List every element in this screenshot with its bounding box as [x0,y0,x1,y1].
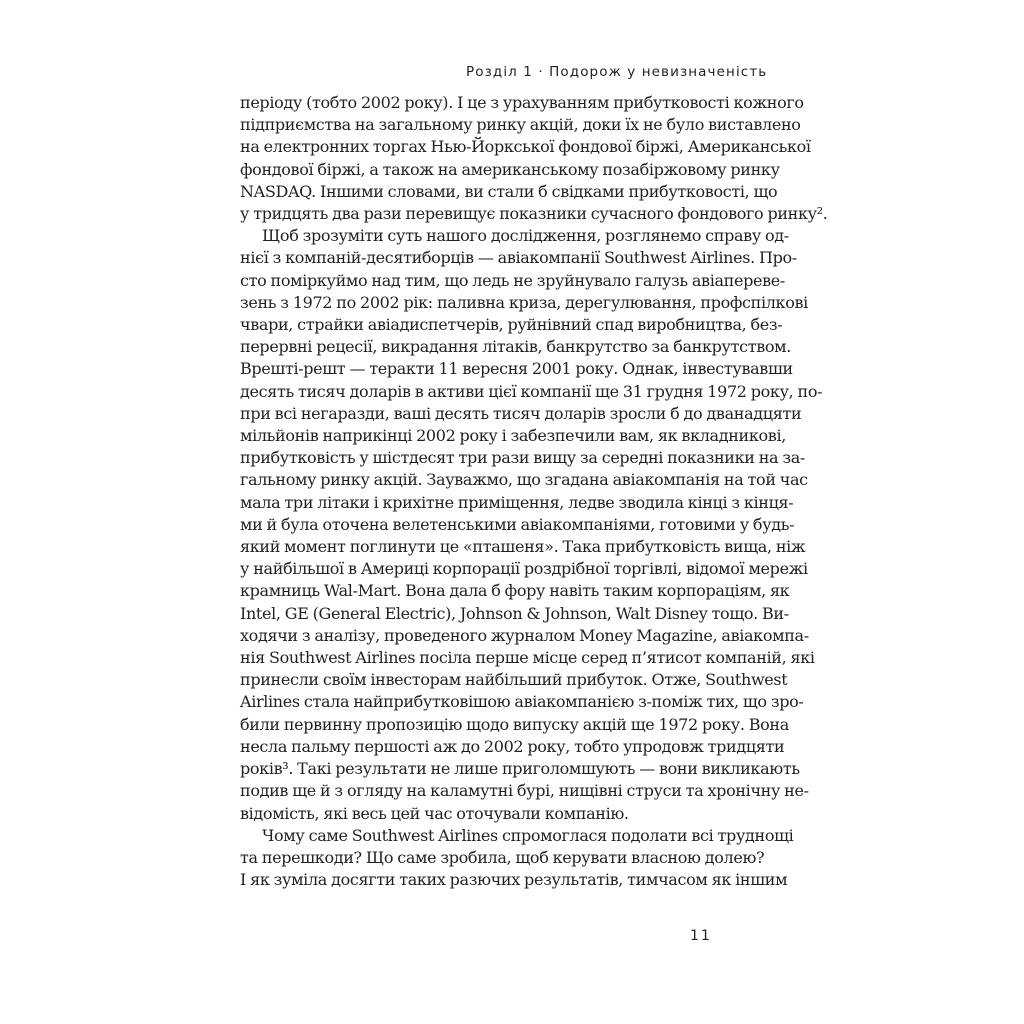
text-line: періоду (тобто 2002 року). І це з урахуванням прибутковості кожного [240,93,804,112]
running-head: Розділ 1 · Подорож у невизначеність [466,64,768,80]
text-line: у найбільшої в Америці корпорації роздрібної торгівлі, відомої мережі [240,559,808,579]
text-line: при всі негаразди, ваші десять тисяч доларів зросли б до дванадцяти [240,403,802,423]
text-line: мала три літаки і крихітне приміщення, ледве зводила кінці з кінця- [240,492,794,512]
paragraph-1 [240,92,828,225]
text-line: прибутковість у шістдесят три рази вищу за середні показники на за- [240,448,805,468]
text-line: гальному ринку акцій. Зауважмо, що згадана авіакомпанія на той час [240,470,808,490]
body-text [240,92,828,891]
text-line: Airlines стала найприбутковішою авіакомпанією з-поміж тих, що зро- [240,692,804,712]
text-line: відомість, які весь цей час оточували компанію. [240,803,629,823]
text-line: ходячи з аналізу, проведеного журналом Money Magazine, авіакомпа- [240,625,809,645]
paragraph-3 [240,825,794,892]
text-line: принесли своїм інвесторам найбільший прибуток. Отже, Southwest [240,670,788,690]
text-line: несла пальму першості аж до 2002 року, тобто упродовж тридцяти [240,736,785,756]
text-line: Врешті-решт — теракти 11 вересня 2001 року. Однак, інвестувавши [240,359,793,379]
text-line: Intel, GE (General Electric), Johnson & Johnson, Walt Disney тощо. Ви- [240,603,789,623]
text-line: у тридцять два рази перевищує показники сучасного фондового ринку². [240,204,828,224]
text-line: та перешкоди? Що саме зробила, щоб керувати власною долею? [240,847,765,867]
text-line: І як зуміла досягти таких разючих результатів, тимчасом як іншим [240,870,788,890]
text-line: зень з 1972 по 2002 рік: паливна криза, дерегулювання, профспілкові [240,292,808,312]
text-line: нієї з компаній-десятиборців — авіакомпанії Southwest Airlines. Про- [240,248,797,268]
text-line: Чому саме Southwest Airlines спромоглася подолати всі труднощі [262,825,794,845]
text-line: десять тисяч доларів в активи цієї компанії ще 31 грудня 1972 року, по- [240,381,823,401]
text-line: мільйонів наприкінці 2002 року і забезпечили вам, як вкладникові, [240,426,786,446]
text-line: NASDAQ. Іншими словами, ви стали б свідками прибутковості, що [240,181,778,201]
text-line: били первинну пропозицію щодо випуску акцій ще 1972 року. Вона [240,714,789,734]
text-line: крамниць Wal-Mart. Вона дала б фору навіть таким корпораціям, як [240,581,790,601]
text-line: на електронних торгах Нью-Йоркської фондової біржі, Американської [240,137,811,157]
text-line: сто поміркуймо над тим, що ледь не зруйнувало галузь авіаперeве- [240,270,785,290]
text-line: Щоб зрозуміти суть нашого дослідження, розглянемо справу од- [262,226,789,246]
text-line: підприємства на загальному ринку акцій, доки їх не було виставлено [240,115,801,135]
text-line: перервні рецесії, викрадання літаків, банкрутство за банкрутством. [240,337,791,357]
paragraph-2 [240,225,823,824]
text-line: ми й була оточена велетенськими авіакомпаніями, готовими у будь- [240,514,795,534]
text-line: чвари, страйки авіадиспетчерів, руйнівний спад виробництва, без- [240,315,783,335]
text-line: подив ще й з огляду на каламутні бурі, нищівні струси та хронічну не- [240,781,809,801]
text-line: фондової біржі, а також на американському позабіржовому ринку [240,159,780,179]
text-line: нія Southwest Airlines посіла перше місце серед п’ятисот компаній, які [240,648,815,668]
text-line: років³. Такі результати не лише приголомшують — вони викликають [240,759,800,779]
page-number: 11 [690,928,712,944]
text-line: який момент поглинути це «пташеня». Така прибутковість вища, ніж [240,537,806,557]
